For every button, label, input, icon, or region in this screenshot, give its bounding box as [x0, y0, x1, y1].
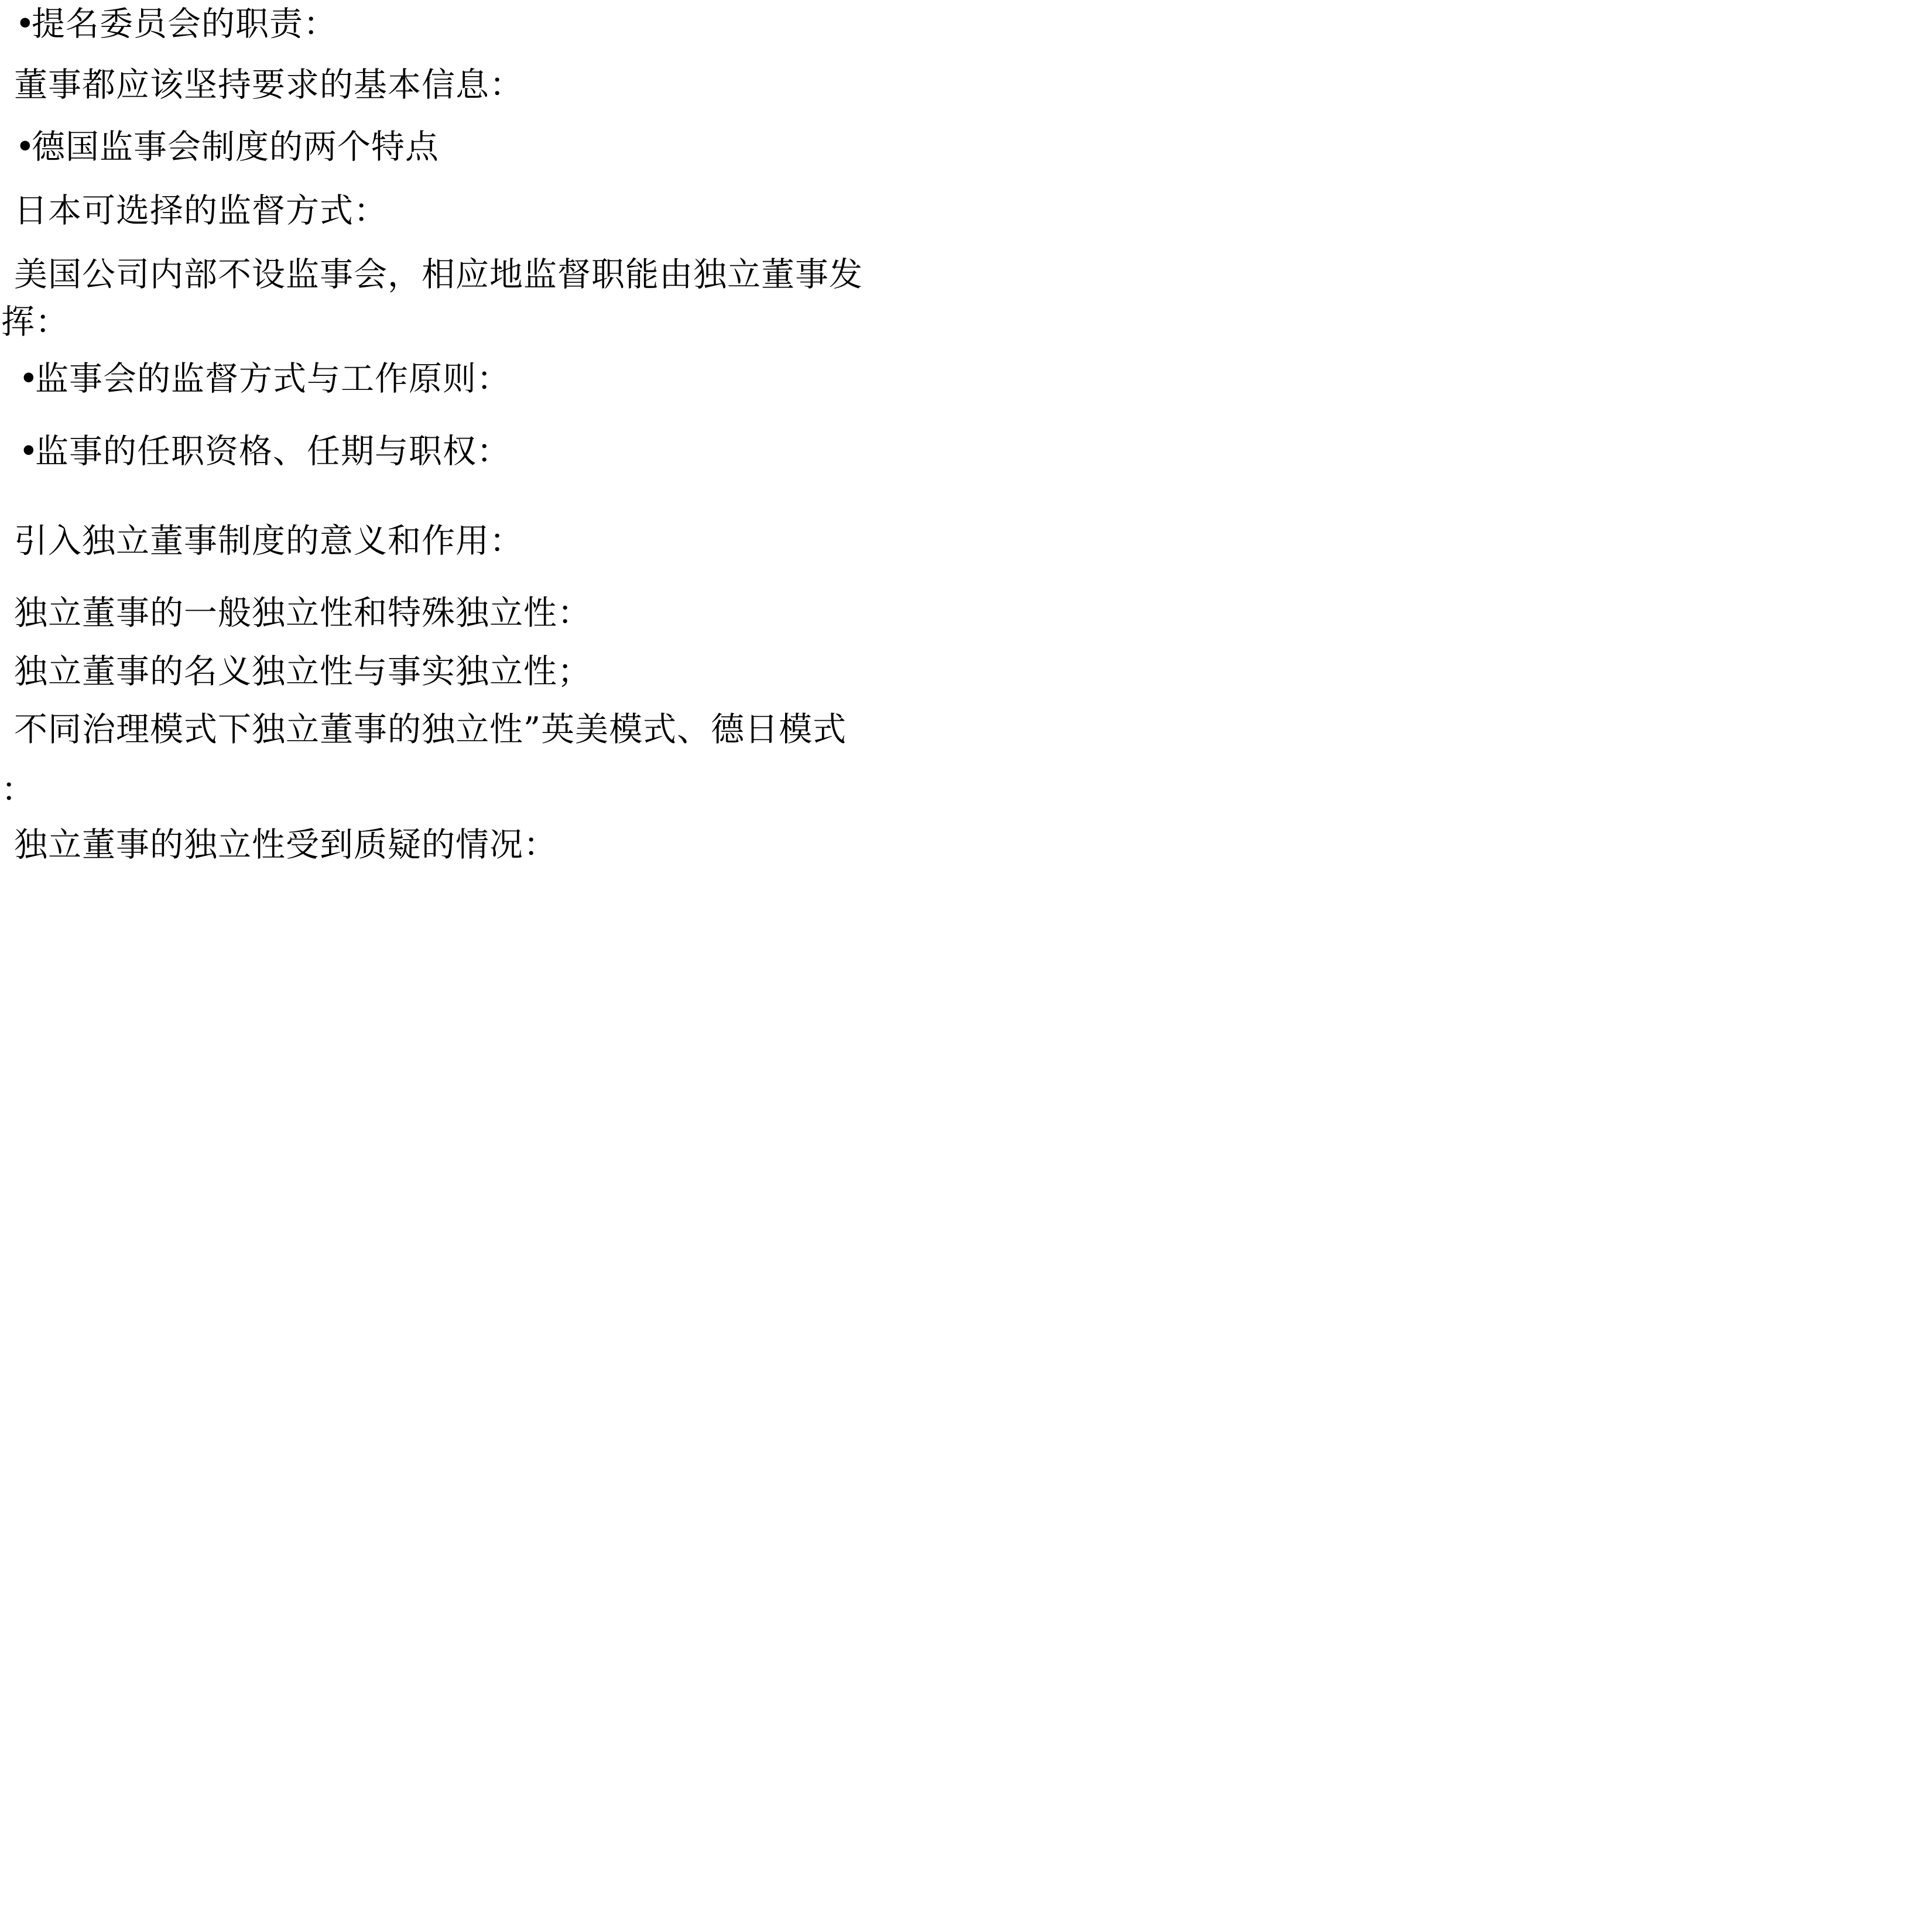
bullet: • — [15, 5, 36, 43]
line-text: 提名委员会的职责： — [32, 5, 337, 43]
line-text: 独立董事的一般独立性和特殊独立性： — [14, 594, 591, 632]
doc-line-13 — [1, 770, 35, 809]
line-text: 独立董事的名义独立性与事实独立性； — [14, 652, 591, 691]
doc-line-10 — [14, 594, 591, 632]
line-text: 监事会的监督方式与工作原则： — [35, 359, 511, 398]
line-text: 不同治理模式下独立董事的独立性”英美模式、德日模式 — [14, 710, 847, 749]
line-text: 引入独立董事制度的意义和作用： — [14, 522, 523, 560]
line-text: 独立董事的独立性受到质疑的情况： — [14, 825, 557, 864]
doc-line-4 — [14, 191, 388, 230]
line-text: 德国监事会制度的两个特点 — [32, 128, 439, 166]
doc-line-11 — [14, 652, 591, 691]
doc-line-12 — [14, 710, 847, 749]
doc-line-9 — [14, 522, 523, 560]
doc-line-1 — [15, 5, 337, 43]
bullet: • — [15, 128, 36, 166]
line-text: 监事的任职资格、任期与职权： — [35, 432, 511, 471]
line-text: 董事都应该坚持要求的基本信息： — [14, 66, 523, 104]
bullet: • — [19, 359, 39, 398]
doc-line-3 — [15, 128, 439, 166]
doc-line-5 — [14, 255, 863, 294]
bullet: • — [19, 432, 39, 471]
doc-line-2 — [14, 66, 523, 104]
line-text: 挥： — [1, 303, 69, 341]
doc-line-14 — [14, 825, 557, 864]
doc-line-8 — [19, 432, 511, 471]
doc-line-7 — [19, 359, 511, 398]
line-text: ： — [1, 770, 35, 809]
line-text: 日本可选择的监督方式： — [14, 191, 388, 230]
line-text: 美国公司内部不设监事会，相应地监督职能由独立董事发 — [14, 255, 863, 294]
doc-line-6 — [1, 303, 69, 341]
